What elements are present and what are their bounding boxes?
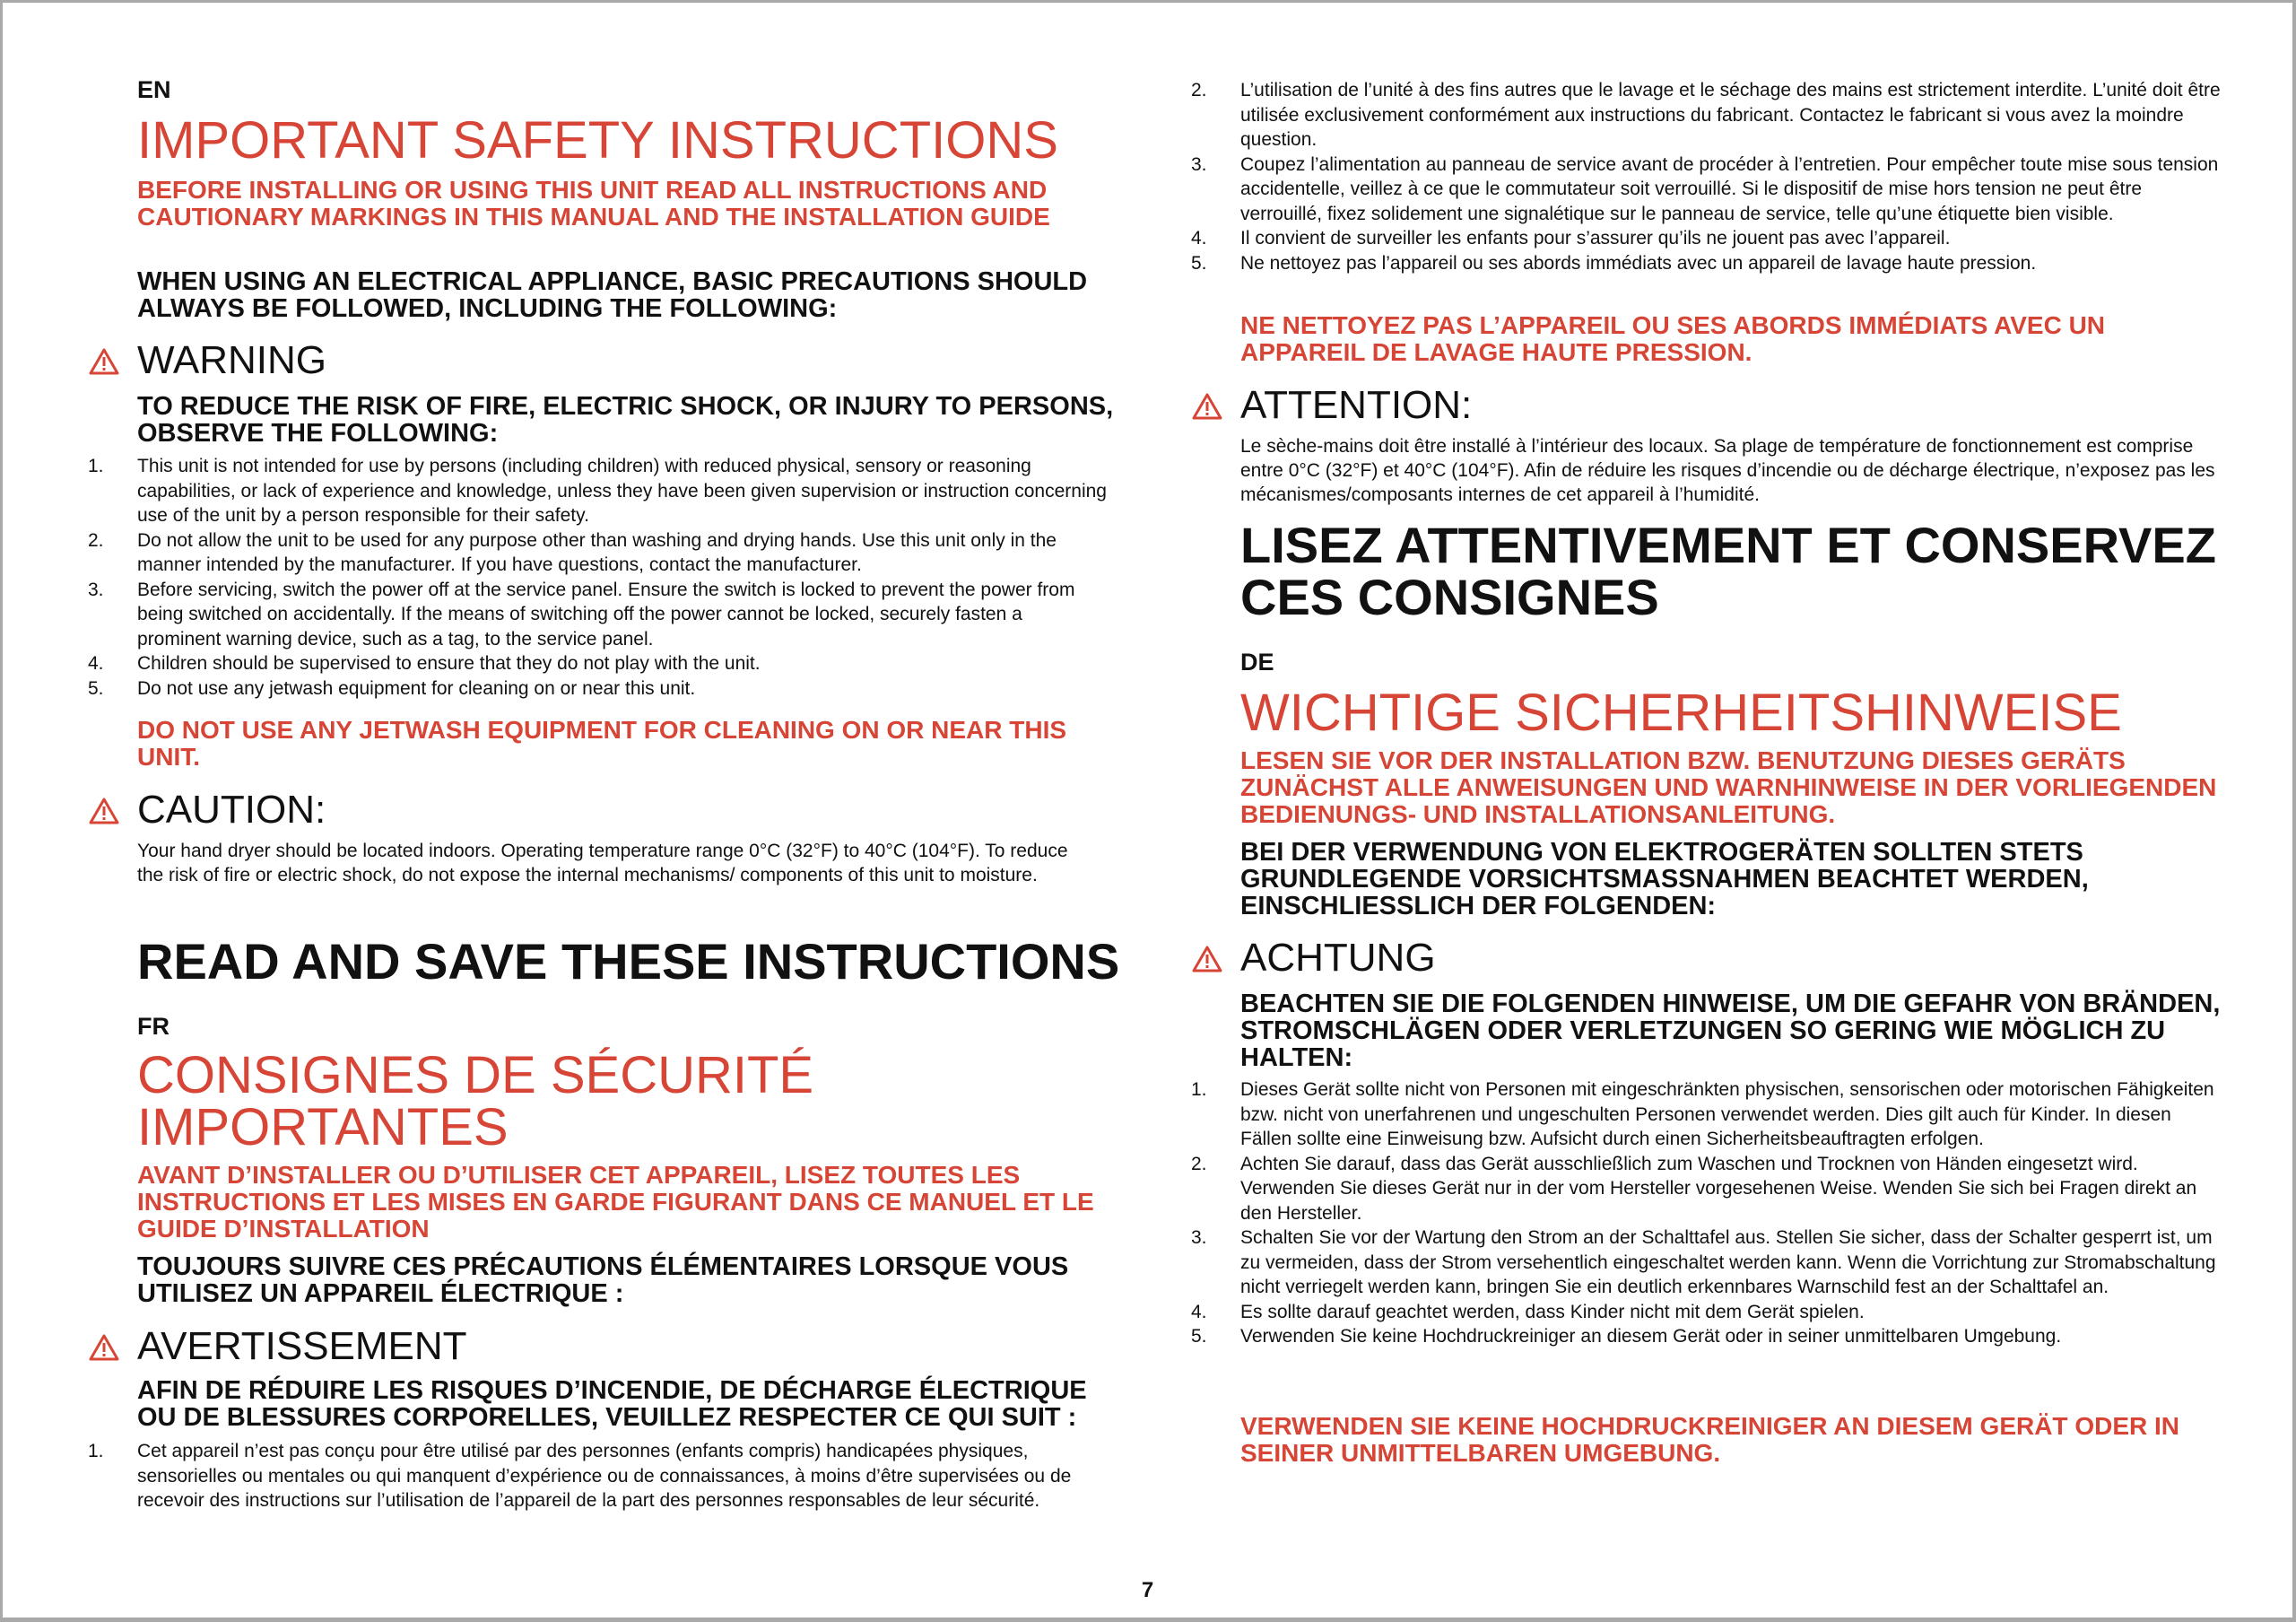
en-intro: WHEN USING AN ELECTRICAL APPLIANCE, BASIC PRECAUTIONS SHOULD ALWAYS BE FOLLOWED, INCLUDING THE FOLLOWING:	[137, 267, 1088, 323]
caution-triangle-icon	[1192, 392, 1222, 421]
fr-instruction-list-right	[1191, 78, 2222, 275]
en-caution-title: CAUTION:	[137, 788, 326, 832]
fr-caution-text: Le sèche-mains doit être installé à l’intérieur des locaux. Sa plage de température de fonctionnement est comprise entre 0°C (32°F) et 40°C (104°F). Afin de réduire les risques d’incendie ou de décharge électrique, n’exposez pas les mécanismes/composants internes de cet appareil à l’humidité.	[1240, 436, 2215, 505]
warning-triangle-icon	[1192, 945, 1222, 973]
warning-triangle-icon	[89, 347, 119, 376]
de-red-subtitle: LESEN SIE VOR DER INSTALLATION BZW. BENUTZUNG DIESES GERÄTS ZUNÄCHST ALLE ANWEISUNGEN UND WARNHINWEISE IN DER VORLIEGENDEN BEDIENUNGS- UND INSTALLATIONSANLEITUNG.	[1240, 746, 2217, 828]
lang-code-fr: FR	[137, 1013, 170, 1040]
list-item: 4. Il convient de surveiller les enfants pour s’assurer qu’ils ne jouent pas avec l’appareil.	[1191, 228, 1951, 249]
warning-triangle-icon	[89, 1333, 119, 1362]
fr-caution-title: ATTENTION:	[1240, 383, 1473, 427]
list-item: 4. Es sollte darauf geachtet werden, dass Kinder nicht mit dem Gerät spielen.	[1191, 1301, 1865, 1322]
fr-title-line2: IMPORTANTES	[137, 1098, 509, 1156]
list-item: 5. Verwenden Sie keine Hochdruckreiniger an diesem Gerät oder in seiner unmittelbaren Umgebung.	[1191, 1326, 2062, 1347]
fr-intro: TOUJOURS SUIVRE CES PRÉCAUTIONS ÉLÉMENTAIRES LORSQUE VOUS UTILISEZ UN APPAREIL ÉLECTRIQUE :	[137, 1252, 1069, 1308]
page-number: 7	[1141, 1578, 1154, 1602]
list-item: 2. L’utilisation de l’unité à des fins autres que le lavage et le séchage des mains est strictement interdite. L’unité doit être utilisée exclusivement conformément aux instructions du fabricant. Contactez le fabricant si vous avez la moindre question.	[1191, 80, 2221, 150]
en-warning-title: WARNING	[137, 338, 327, 382]
list-item: 5. Do not use any jetwash equipment for cleaning on or near this unit.	[88, 677, 696, 699]
lang-code-de: DE	[1240, 649, 1274, 676]
de-title: WICHTIGE SICHERHEITSHINWEISE	[1240, 684, 2122, 742]
manual-page	[3, 3, 2292, 1618]
lang-code-en: EN	[137, 76, 171, 103]
de-warning-title: ACHTUNG	[1240, 936, 1436, 980]
fr-title-line1: CONSIGNES DE SÉCURITÉ	[137, 1046, 814, 1104]
list-item: 1. Cet appareil n’est pas conçu pour être utilisé par des personnes (enfants compris) handicapées physiques, sensorielles ou mentales ou qui manquent d’expérience ou de connaissances, à moins d’être supervisées ou de recevoir des instructions sur l’utilisation de l’appareil de la part des personnes responsables de leur sécurité.	[88, 1441, 1072, 1511]
fr-red-note: NE NETTOYEZ PAS L’APPAREIL OU SES ABORDS IMMÉDIATS AVEC UN APPAREIL DE LAVAGE HAUTE PRESSION.	[1240, 311, 2106, 366]
de-intro: BEI DER VERWENDUNG VON ELEKTROGERÄTEN SOLLTEN STETS GRUNDLEGENDE VORSICHTSMASSNAHMEN BEACHTET WERDEN, EINSCHLIESSLICH DER FOLGENDEN:	[1240, 838, 2089, 920]
fr-warning-title: AVERTISSEMENT	[137, 1324, 467, 1368]
caution-triangle-icon	[89, 797, 119, 825]
fr-warning-subtitle: AFIN DE RÉDUIRE LES RISQUES D’INCENDIE, DE DÉCHARGE ÉLECTRIQUE OU DE BLESSURES CORPORELLES, VEUILLEZ RESPECTER CE QUI SUIT :	[137, 1376, 1087, 1432]
de-red-note: VERWENDEN SIE KEINE HOCHDRUCKREINIGER AN DIESEM GERÄT ODER IN SEINER UNMITTELBAREN UMGEBUNG.	[1240, 1412, 2179, 1467]
fr-save-heading-line2: CES CONSIGNES	[1240, 569, 1659, 625]
fr-save-heading-line1: LISEZ ATTENTIVEMENT ET CONSERVEZ	[1240, 517, 2216, 573]
en-red-subtitle: BEFORE INSTALLING OR USING THIS UNIT READ ALL INSTRUCTIONS AND CAUTIONARY MARKINGS IN THIS MANUAL AND THE INSTALLATION GUIDE	[137, 176, 1050, 231]
list-item: 2. Do not allow the unit to be used for any purpose other than washing and drying hands. Use this unit only in the manner intended by the manufacturer. If you have questions, contact the manufacturer.	[88, 529, 1057, 575]
en-warning-subtitle: TO REDUCE THE RISK OF FIRE, ELECTRIC SHOCK, OR INJURY TO PERSONS, OBSERVE THE FOLLOWING:	[137, 392, 1114, 448]
en-caution-text: Your hand dryer should be located indoors. Operating temperature range 0°C (32°F) to 40°C (104°F). To reduce the risk of fire or electric shock, do not expose the internal mechanisms/ components of this unit to moisture.	[137, 841, 1068, 885]
list-item: 3. Coupez l’alimentation au panneau de service avant de procéder à l’entretien. Pour empêcher toute mise sous tension accidentelle, veillez à ce que le commutateur soit verrouillé. Si le dispositif de mise hors tension ne peut être verrouillé, fixez solidement une signalétique sur le panneau de service, telle qu’une étiquette bien visible.	[1191, 153, 2219, 224]
en-save-heading: READ AND SAVE THESE INSTRUCTIONS	[137, 933, 1120, 990]
de-warning-subtitle: BEACHTEN SIE DIE FOLGENDEN HINWEISE, UM DIE GEFAHR VON BRÄNDEN, STROMSCHLÄGEN ODER VERLETZUNGEN SO GERING WIE MÖGLICH ZU HALTEN:	[1240, 990, 2221, 1072]
list-item: 5. Ne nettoyez pas l’appareil ou ses abords immédiats avec un appareil de lavage haute pression.	[1191, 252, 2037, 274]
fr-instruction-list-left	[88, 1439, 1110, 1513]
de-instruction-list	[1191, 1077, 2222, 1349]
list-item: 1. Dieses Gerät sollte nicht von Personen mit eingeschränkten physischen, sensorischen oder motorischen Fähigkeiten bzw. nicht von unerfahrenen und ungeschulten Personen verwendet werden. Dies gilt auch für Kinder. In diesen Fällen sollte eine Einweisung bzw. Aufsicht durch einen Sicherheitsbeauftragten erfolgen.	[1191, 1079, 2214, 1149]
list-item: 3. Schalten Sie vor der Wartung den Strom an der Schalttafel aus. Stellen Sie sicher, dass der Schalter gesperrt ist, um zu vermeiden, dass der Strom versehentlich eingeschaltet werden kann. Wenn die Vorrichtung zur Stromabschaltung nicht verriegelt werden kann, bringen Sie ein deutlich erkennbares Warnschild fest an der Schalttafel an.	[1191, 1227, 2216, 1297]
list-item: 4. Children should be supervised to ensure that they do not play with the unit.	[88, 653, 761, 674]
en-instruction-list	[88, 454, 1110, 701]
list-item: 3. Before servicing, switch the power off at the service panel. Ensure the switch is locked to prevent the power from being switched on accidentally. If the means of switching off the power cannot be locked, securely fasten a prominent warning device, such as a tag, to the service panel.	[88, 579, 1075, 650]
en-title: IMPORTANT SAFETY INSTRUCTIONS	[137, 111, 1058, 170]
en-red-note: DO NOT USE ANY JETWASH EQUIPMENT FOR CLEANING ON OR NEAR THIS UNIT.	[137, 716, 1067, 771]
fr-red-subtitle: AVANT D’INSTALLER OU D’UTILISER CET APPAREIL, LISEZ TOUTES LES INSTRUCTIONS ET LES MISES EN GARDE FIGURANT DANS CE MANUEL ET LE GUIDE D’INSTALLATION	[137, 1161, 1094, 1243]
list-item: 2. Achten Sie darauf, dass das Gerät ausschließlich zum Waschen und Trocknen von Händen eingesetzt wird. Verwenden Sie dieses Gerät nur in der vom Hersteller vorgesehenen Weise. Wenden Sie sich bei Fragen direkt an den Hersteller.	[1191, 1153, 2197, 1224]
list-item: 1. This unit is not intended for use by persons (including children) with reduced physical, sensory or reasoning capabilities, or lack of experience and knowledge, unless they have been given supervision or instruction concerning use of the unit by a person responsible for their safety.	[88, 456, 1107, 526]
